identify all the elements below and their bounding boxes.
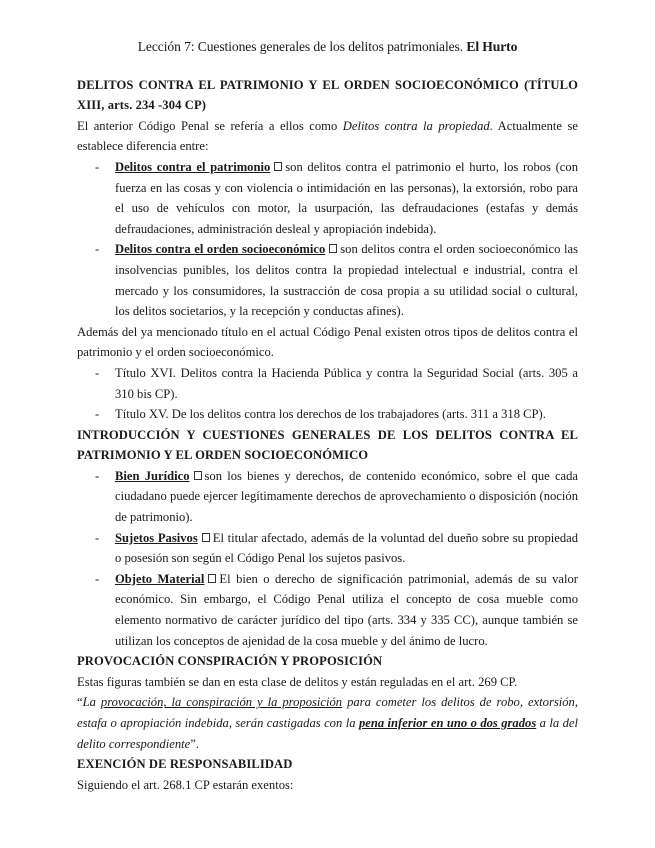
term-sujetos-pasivos: Sujetos Pasivos [115, 530, 198, 545]
intro-text-b: . Actualmente se establece diferencia entre: [77, 118, 578, 154]
section1-titles-list [77, 363, 578, 425]
arrow-box-icon [202, 533, 210, 542]
section1-list [77, 157, 578, 322]
quote-close: ”. [190, 736, 199, 751]
term-bien-juridico: Bien Jurídico [115, 468, 190, 483]
dash-bullet: - [95, 365, 100, 380]
term-delitos-orden-socioeconomico: Delitos contra el orden socioeconómico [115, 242, 326, 257]
section3-heading: PROVOCACIÓN CONSPIRACIÓN Y PROPOSICIÓN [77, 654, 383, 669]
title-bold: El Hurto [466, 39, 518, 54]
quote-text-b: para cometer los delitos de robo, extorsión, estafa o apropiación indebida, serán castigadas con la [77, 695, 578, 730]
dash-bullet: - [95, 468, 100, 483]
arrow-box-icon [274, 162, 282, 171]
list-item [77, 569, 578, 651]
section2-heading: INTRODUCCIÓN Y CUESTIONES GENERALES DE LOS DELITOS CONTRA EL PATRIMONIO Y EL ORDEN SOCIOECONÓMICO [77, 427, 578, 463]
list-item [77, 239, 578, 321]
quote-text-a: La [82, 695, 101, 710]
legal-quote [77, 692, 578, 754]
term-objeto-material: Objeto Material [115, 571, 205, 586]
dash-bullet: - [95, 407, 100, 422]
arrow-box-icon [329, 244, 337, 253]
quote-underlined: provocación, la conspiración y la proposición [100, 695, 343, 710]
item-text: Título XVI. Delitos contra la Hacienda Pública y contra la Seguridad Social (arts. 305 a 310 bis CP). [115, 365, 578, 401]
section1-para2: Además del ya mencionado título en el actual Código Penal existen otros tipos de delitos contra el patrimonio y el orden socioeconómico. [77, 324, 578, 360]
list-item [77, 466, 578, 528]
section1-heading: DELITOS CONTRA EL PATRIMONIO Y EL ORDEN SOCIOECONÓMICO (TÍTULO XIII, arts. 234 -304 CP) [77, 77, 578, 113]
quote-bold-underlined: pena inferior en uno o dos grados [358, 716, 537, 730]
section2-list [77, 466, 578, 651]
dash-bullet: - [95, 242, 100, 257]
arrow-box-icon [208, 574, 216, 583]
item-text: son delitos contra el patrimonio el hurto, los robos (con fuerza en las cosas y con violencia o intimidación en las personas), la extorsión, robo para el uso de vehículos con motor, la usurpación, las defraudaciones (estafas y demás defraudaciones, administración desleal y apropiación indebida). [115, 159, 578, 236]
section4-para: Siguiendo el art. 268.1 CP estarán exentos: [77, 777, 294, 792]
arrow-box-icon [194, 471, 202, 480]
title-prefix: Lección 7: Cuestiones generales de los delitos patrimoniales. [137, 39, 467, 54]
quote-text-c: a la del delito correspondiente [77, 716, 578, 751]
item-text: El titular afectado, además de la voluntad del dueño sobre su propiedad o posesión son según el Código Penal los sujetos pasivos. [115, 530, 579, 566]
list-item [77, 528, 578, 569]
dash-bullet: - [95, 571, 100, 586]
item-text: El bien o derecho de significación patrimonial, además de su valor económico. Sin embargo, el Código Penal utiliza el concepto de cosa mueble como elemento normativo de carácter jurídico del tipo (arts. 334 y 335 CC), aunque también se utilizan los conceptos de ajenidad de la cosa mueble y del ánimo de lucro. [115, 571, 579, 648]
item-text: son los bienes y derechos, de contenido económico, sobre el que cada ciudadano puede ejercer legítimamente derechos de aprovechamiento o disposición (noción de patrimonio). [115, 468, 579, 525]
term-delitos-patrimonio: Delitos contra el patrimonio [115, 159, 271, 174]
section4-heading: EXENCIÓN DE RESPONSABILIDAD [77, 757, 293, 772]
quote-open: “ [77, 695, 83, 710]
list-item [77, 363, 578, 404]
dash-bullet: - [95, 159, 100, 174]
item-text: son delitos contra el orden socioeconómico las insolvencias punibles, los delitos contra la propiedad intelectual e industrial, contra el mercado y los consumidores, la sustracción de cosa propia a su utilidad social o cultural, los delitos societarios, y la recepción y conductas afines). [115, 242, 578, 319]
item-text: Título XV. De los delitos contra los derechos de los trabajadores (arts. 311 a 318 CP). [115, 407, 546, 422]
page-title [77, 37, 578, 58]
intro-italic: Delitos contra la propiedad [342, 118, 490, 133]
section3-para: Estas figuras también se dan en esta clase de delitos y están reguladas en el art. 269 CP. [77, 674, 518, 689]
list-item [77, 404, 578, 425]
intro-text-a: El anterior Código Penal se refería a ellos como [77, 118, 343, 133]
section1-intro [77, 116, 578, 157]
list-item [77, 157, 578, 239]
dash-bullet: - [95, 530, 100, 545]
